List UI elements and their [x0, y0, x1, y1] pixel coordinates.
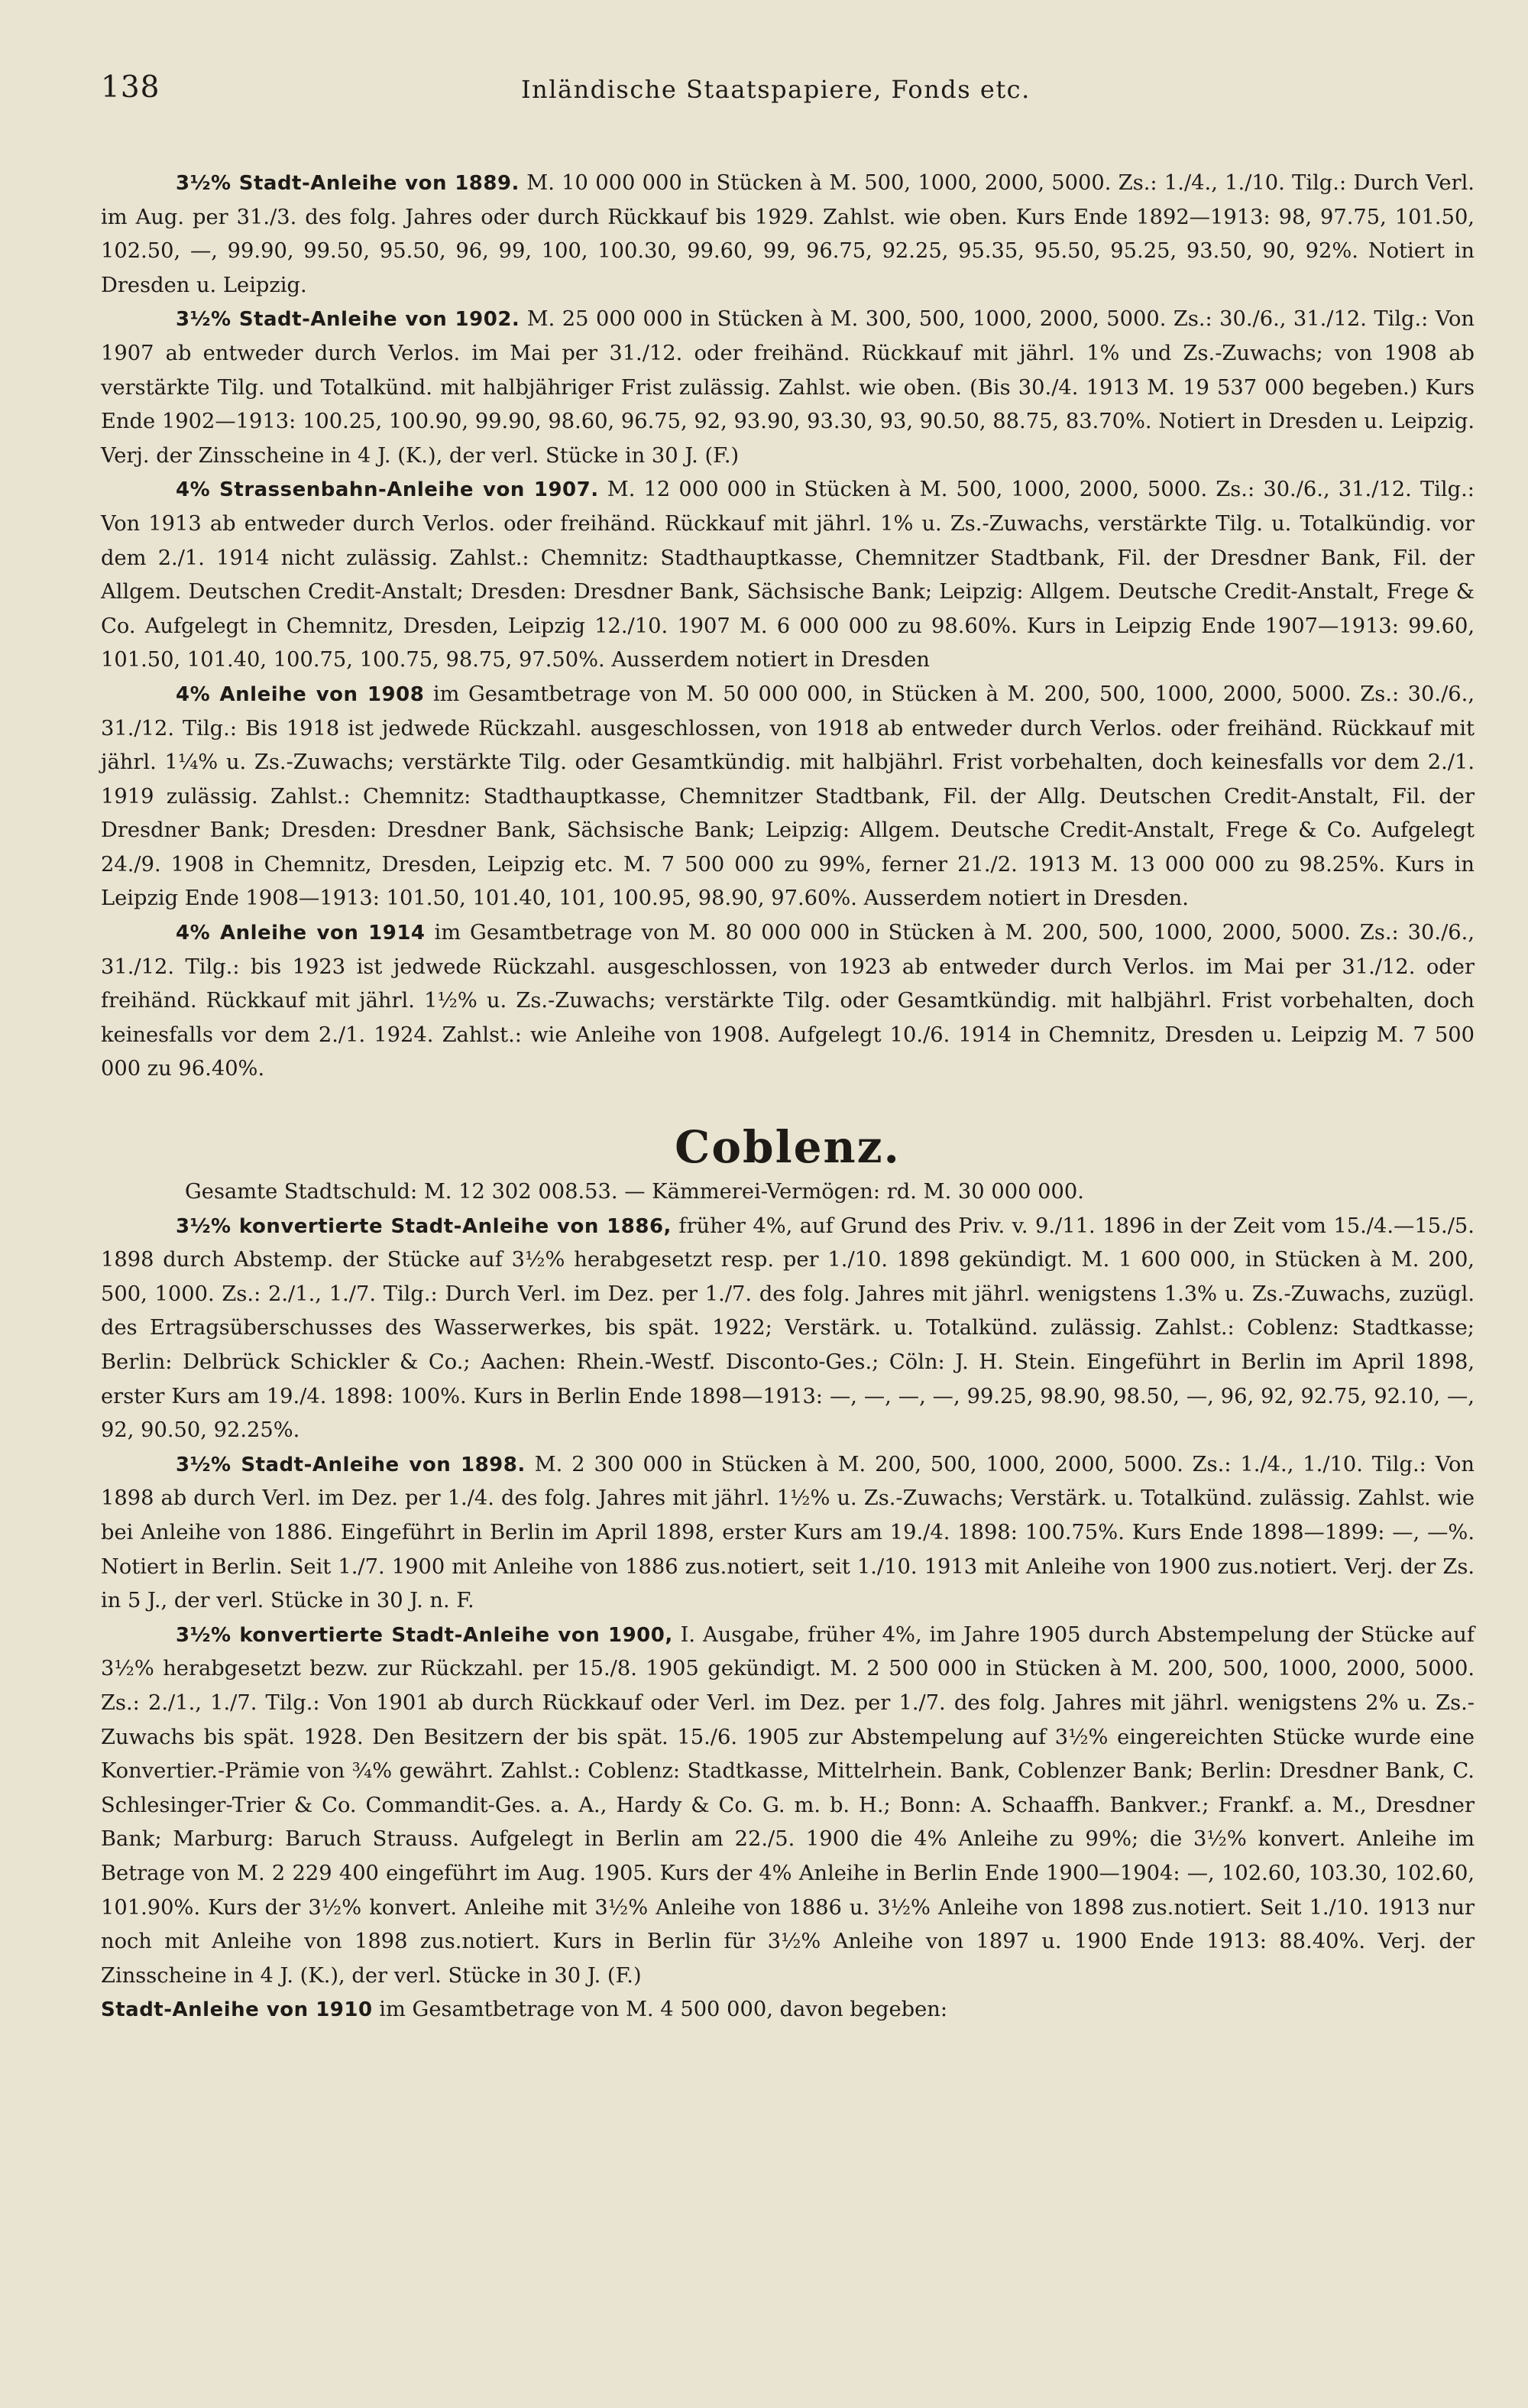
entry-body: M. 10 000 000 in Stücken à M. 500, 1000, 2000, 5000. Zs.: 1./4., 1./10. Tilg.: Durch Verl. im Aug. per 31./3. des folg. Jahres oder durch Rückkauf bis 1929. Zahlst. wie oben. Kurs Ende 1892—1913: 98, 97.75, 101.50, 102.50, —, 99.90, 99.50, 95.50, 96, 99, 100, 100.30, 99.60, 99, 96.75, 92.25, 95.35, 95.50, 95.25, 93.50, 90, 92%. Notiert in Dresden u. Leipzig.	[101, 171, 1475, 297]
entry-body: M. 25 000 000 in Stücken à M. 300, 500, 1000, 2000, 5000. Zs.: 30./6., 31./12. Tilg.: Von 1907 ab entweder durch Verlos. im Mai per 31./12. oder freihänd. Rückkauf mit jährl. 1% und Zs.-Zuwachs; von 1908 ab verstärkte Tilg. und Totalkünd. mit halbjähriger Frist zulässig. Zahlst. wie oben. (Bis 30./4. 1913 M. 19 537 000 begeben.) Kurs Ende 1902—1913: 100.25, 100.90, 99.90, 98.60, 96.75, 92, 93.90, 93.30, 93, 90.50, 88.75, 83.70%. Notiert in Dresden u. Leipzig. Verj. der Zinsscheine in 4 J. (K.), der verl. Stücke in 30 J. (F.)	[101, 307, 1475, 468]
entry-strassenbahn-anleihe-1907	[101, 473, 1475, 678]
entry-anleihe-1908	[101, 678, 1475, 916]
entry-stadt-anleihe-1910	[101, 1993, 1475, 2027]
entry-konv-stadt-anleihe-1886	[101, 1210, 1475, 1448]
entry-body: M. 2 300 000 in Stücken à M. 200, 500, 1000, 2000, 5000. Zs.: 1./4., 1./10. Tilg.: Von 1898 ab durch Verl. im Dez. per 1./4. des folg. Jahres mit jährl. 1½% u. Zs.-Zuwachs; Verstärk. u. Totalkünd. zulässig. Zahlst. wie bei Anleihe von 1886. Eingeführt in Berlin im April 1898, erster Kurs am 19./4. 1898: 100.75%. Kurs Ende 1898—1899: —, —%. Notiert in Berlin. Seit 1./7. 1900 mit Anleihe von 1886 zus.notiert, seit 1./10. 1913 mit Anleihe von 1900 zus.notiert. Verj. der Zs. in 5 J., der verl. Stücke in 30 J. n. F.	[101, 1452, 1475, 1613]
entry-title: 4% Strassenbahn-Anleihe von 1907.	[176, 478, 599, 502]
entry-title: 4% Anleihe von 1908	[176, 682, 425, 706]
entry-title: Stadt-Anleihe von 1910	[101, 1998, 373, 2022]
entry-title: 3½% konvertierte Stadt-Anleihe von 1900,	[176, 1623, 673, 1647]
entry-title: 4% Anleihe von 1914	[176, 922, 426, 945]
entry-stadt-anleihe-1898	[101, 1448, 1475, 1619]
entry-title: 3½% Stadt-Anleihe von 1898.	[176, 1453, 526, 1476]
entry-konv-stadt-anleihe-1900	[101, 1619, 1475, 1994]
entry-body: im Gesamtbetrage von M. 4 500 000, davon begeben:	[379, 1998, 948, 2022]
entry-body: früher 4%, auf Grund des Priv. v. 9./11. 1896 in der Zeit vom 15./4.—15./5. 1898 durch Abstemp. der Stücke auf 3½% herabgesetzt resp. per 1./10. 1898 gekündigt. M. 1 600 000, in Stücken à M. 200, 500, 1000. Zs.: 2./1., 1./7. Tilg.: Durch Verl. im Dez. per 1./7. des folg. Jahres mit jährl. wenigstens 1.3% u. Zs.-Zuwachs, zuzügl. des Ertragsüberschusses des Wasserwerkes, bis spät. 1922; Verstärk. u. Totalkünd. zulässig. Zahlst.: Coblenz: Stadtkasse; Berlin: Delbrück Schickler & Co.; Aachen: Rhein.-Westf. Disconto-Ges.; Cöln: J. H. Stein. Eingeführt in Berlin im April 1898, erster Kurs am 19./4. 1898: 100%. Kurs in Berlin Ende 1898—1913: —, —, —, —, 99.25, 98.90, 98.50, —, 96, 92, 92.75, 92.10, —, 92, 90.50, 92.25%.	[101, 1214, 1475, 1443]
entry-body: im Gesamtbetrage von M. 50 000 000, in Stücken à M. 200, 500, 1000, 2000, 5000. Zs.: 30./6., 31./12. Tilg.: Bis 1918 ist jedwede Rückzahl. ausgeschlossen, von 1918 ab entweder durch Verlos. oder freihänd. Rückkauf mit jährl. 1¼% u. Zs.-Zuwachs; verstärkte Tilg. oder Gesamtkündig. mit halbjährl. Frist vorbehalten, doch keinesfalls vor dem 2./1. 1919 zulässig. Zahlst.: Chemnitz: Stadthauptkasse, Chemnitzer Stadtbank, Fil. der Allg. Deutschen Credit-Anstalt, Fil. der Dresdner Bank; Dresden: Dresdner Bank, Sächsische Bank; Leipzig: Allgem. Deutsche Credit-Anstalt, Frege & Co. Aufgelegt 24./9. 1908 in Chemnitz, Dresden, Leipzig etc. M. 7 500 000 zu 99%, ferner 21./2. 1913 M. 13 000 000 zu 98.25%. Kurs in Leipzig Ende 1908—1913: 101.50, 101.40, 101, 100.95, 98.90, 97.60%. Ausserdem notiert in Dresden.	[101, 682, 1475, 911]
entry-body: I. Ausgabe, früher 4%, im Jahre 1905 durch Abstempelung der Stücke auf 3½% herabgesetzt bezw. zur Rückzahl. per 15./8. 1905 gekündigt. M. 2 500 000 in Stücken à M. 200, 500, 1000, 2000, 5000. Zs.: 2./1., 1./7. Tilg.: Von 1901 ab durch Rückkauf oder Verl. im Dez. per 1./7. des folg. Jahres mit jährl. wenigstens 2% u. Zs.-Zuwachs bis spät. 1928. Den Besitzern der bis spät. 15./6. 1905 zur Abstempelung auf 3½% eingereichten Stücke wurde eine Konvertier.-Prämie von ¾% gewährt. Zahlst.: Coblenz: Stadtkasse, Mittelrhein. Bank, Coblenzer Bank; Berlin: Dresdner Bank, C. Schlesinger-Trier & Co. Commandit-Ges. a. A., Hardy & Co. G. m. b. H.; Bonn: A. Schaaffh. Bankver.; Frankf. a. M., Dresdner Bank; Marburg: Baruch Strauss. Aufgelegt in Berlin am 22./5. 1900 die 4% Anleihe zu 99%; die 3½% konvert. Anleihe im Betrage von M. 2 229 400 eingeführt im Aug. 1905. Kurs der 4% Anleihe in Berlin Ende 1900—1904: —, 102.60, 103.30, 102.60, 101.90%. Kurs der 3½% konvert. Anleihe mit 3½% Anleihe von 1886 u. 3½% Anleihe von 1898 zus.notiert. Seit 1./10. 1913 nur noch mit Anleihe von 1898 zus.notiert. Kurs in Berlin für 3½% Anleihe von 1897 u. 1900 Ende 1913: 88.40%. Verj. der Zinsscheine in 4 J. (K.), der verl. Stücke in 30 J. (F.)	[101, 1622, 1475, 1988]
entry-body: im Gesamtbetrage von M. 80 000 000 in Stücken à M. 200, 500, 1000, 2000, 5000. Zs.: 30./6., 31./12. Tilg.: bis 1923 ist jedwede Rückzahl. ausgeschlossen, von 1923 ab entweder durch Verlos. im Mai per 31./12. oder freihänd. Rückkauf mit jährl. 1½% u. Zs.-Zuwachs; verstärkte Tilg. oder Gesamtkündig. mit halbjährl. Frist vorbehalten, doch keinesfalls vor dem 2./1. 1924. Zahlst.: wie Anleihe von 1908. Aufgelegt 10./6. 1914 in Chemnitz, Dresden u. Leipzig M. 7 500 000 zu 96.40%.	[101, 921, 1475, 1081]
entry-stadt-anleihe-1902	[101, 303, 1475, 473]
section-summary: Gesamte Stadtschuld: M. 12 302 008.53. — Kämmerei-Vermögen: rd. M. 30 000 000.	[185, 1180, 1084, 1204]
entry-body: M. 12 000 000 in Stücken à M. 500, 1000, 2000, 5000. Zs.: 30./6., 31./12. Tilg.: Von 1913 ab entweder durch Verlos. oder freihänd. Rückkauf mit jährl. 1% u. Zs.-Zuwachs, verstärkte Tilg. u. Totalkündig. vor dem 2./1. 1914 nicht zulässig. Zahlst.: Chemnitz: Stadthauptkasse, Chemnitzer Stadtbank, Fil. der Dresdner Bank, Fil. der Allgem. Deutschen Credit-Anstalt; Dresden: Dresdner Bank, Sächsische Bank; Leipzig: Allgem. Deutsche Credit-Anstalt, Frege & Co. Aufgelegt in Chemnitz, Dresden, Leipzig 12./10. 1907 M. 6 000 000 zu 98.60%. Kurs in Leipzig Ende 1907—1913: 99.60, 101.50, 101.40, 100.75, 100.75, 98.75, 97.50%. Ausserdem notiert in Dresden	[101, 478, 1475, 672]
entry-title: 3½% Stadt-Anleihe von 1902.	[176, 308, 520, 332]
running-head	[101, 70, 1475, 116]
running-title: Inländische Staatspapiere, Fonds etc.	[521, 75, 1031, 104]
entry-stadt-anleihe-1889	[101, 167, 1475, 303]
entry-title: 3½% konvertierte Stadt-Anleihe von 1886,	[176, 1214, 672, 1238]
page-number: 138	[101, 70, 160, 105]
entry-anleihe-1914	[101, 916, 1475, 1087]
entry-title: 3½% Stadt-Anleihe von 1889.	[176, 172, 520, 195]
section-heading-coblenz: Coblenz.	[675, 1121, 901, 1174]
